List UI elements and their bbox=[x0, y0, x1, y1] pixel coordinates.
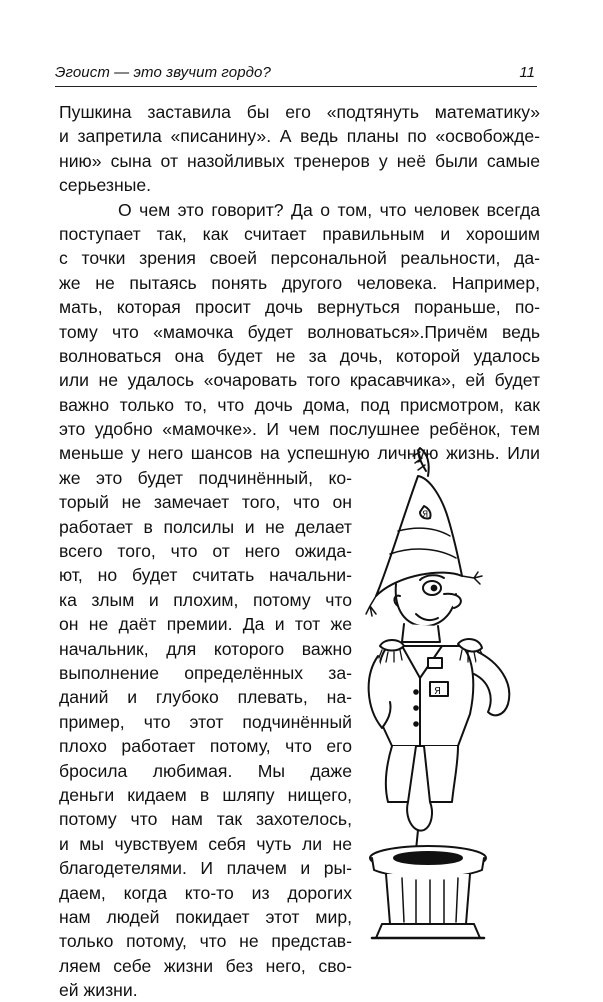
text-line: же не пытаясь понять другого человека. Например, bbox=[59, 272, 540, 293]
svg-text:Я: Я bbox=[434, 686, 441, 697]
text-line: с точки зрения своей персональной реальности, да- bbox=[59, 248, 540, 269]
text-line: же это будет подчинённый, ко- bbox=[59, 467, 352, 488]
text-line: ют, но будет считать начальни- bbox=[59, 565, 352, 586]
text-line: даем, когда кто-то из дорогих bbox=[59, 882, 352, 903]
text-line: ка злым и плохим, потому что bbox=[59, 589, 352, 610]
running-head-title: Эгоист — это звучит гордо? bbox=[55, 64, 271, 81]
text-line: поступает так, как считает правильным и хорошим bbox=[59, 223, 540, 244]
text-line: нам людей покидает этот мир, bbox=[59, 906, 352, 927]
text-line: это удобно «мамочке». И чем послушнее ребёнок, тем bbox=[59, 419, 540, 440]
text-line: даний и глубоко плевать, на- bbox=[59, 687, 352, 708]
text-line: волноваться она будет не за дочь, которой удалось bbox=[59, 345, 540, 366]
text-line: важно только то, что дочь дома, под присмотром, как bbox=[59, 394, 540, 415]
text-line: и запретила «писанину». А ведь планы по «освобожде- bbox=[59, 126, 540, 147]
text-line: работает в полсилы и не делает bbox=[59, 516, 352, 537]
text-line: благодетелями. И плачем и ры- bbox=[59, 858, 352, 879]
text-line: начальник, для которого важно bbox=[59, 638, 352, 659]
text-line: только потому, что не представ- bbox=[59, 931, 352, 952]
text-line: Пушкина заставила бы его «подтянуть математику» bbox=[59, 102, 540, 122]
text-line: потому что нам так захотелось, bbox=[59, 809, 352, 830]
text-line: тому что «мамочка будет волноваться».Причём ведь bbox=[59, 321, 540, 342]
text-line: меньше у него шансов на успешную личную жизнь. Или bbox=[59, 443, 540, 464]
text-line: он не даёт премии. Да и тот же bbox=[59, 614, 352, 635]
text-line: пример, что этот подчинённый bbox=[59, 711, 352, 732]
svg-text:Я: Я bbox=[422, 510, 429, 520]
text-line: деньги кидаем в шляпу нищего, bbox=[59, 784, 352, 805]
text-line: и мы чувствуем себя чуть ли не bbox=[59, 833, 352, 854]
text-line: серьезные. bbox=[59, 175, 152, 196]
page-header bbox=[55, 62, 537, 87]
text-line: нию» сына от назойливых тренеров у неё были самые bbox=[59, 150, 540, 171]
text-line: ей жизни. bbox=[59, 980, 138, 1001]
napoleon-illustration bbox=[358, 446, 548, 946]
text-line: бросила любимая. Мы даже bbox=[59, 760, 352, 781]
text-line: выполнение определённых за- bbox=[59, 662, 352, 683]
text-line: О чем это говорит? Да о том, что человек всегда bbox=[118, 199, 540, 220]
text-line: торый не замечает того, что он bbox=[59, 492, 352, 513]
text-line: плохо работает потому, что его bbox=[59, 736, 352, 757]
text-line: или не удалось «очаровать того красавчика», ей будет bbox=[59, 370, 540, 391]
text-line: мать, которая просит дочь вернуться пораньше, по- bbox=[59, 297, 540, 318]
cartoon-napoleon-on-pedestal-icon bbox=[358, 446, 548, 946]
text-line: ляем себе жизни без него, сво- bbox=[59, 955, 352, 976]
page-number: 11 bbox=[519, 64, 535, 81]
text-line: всего того, что от него ожида- bbox=[59, 541, 352, 562]
